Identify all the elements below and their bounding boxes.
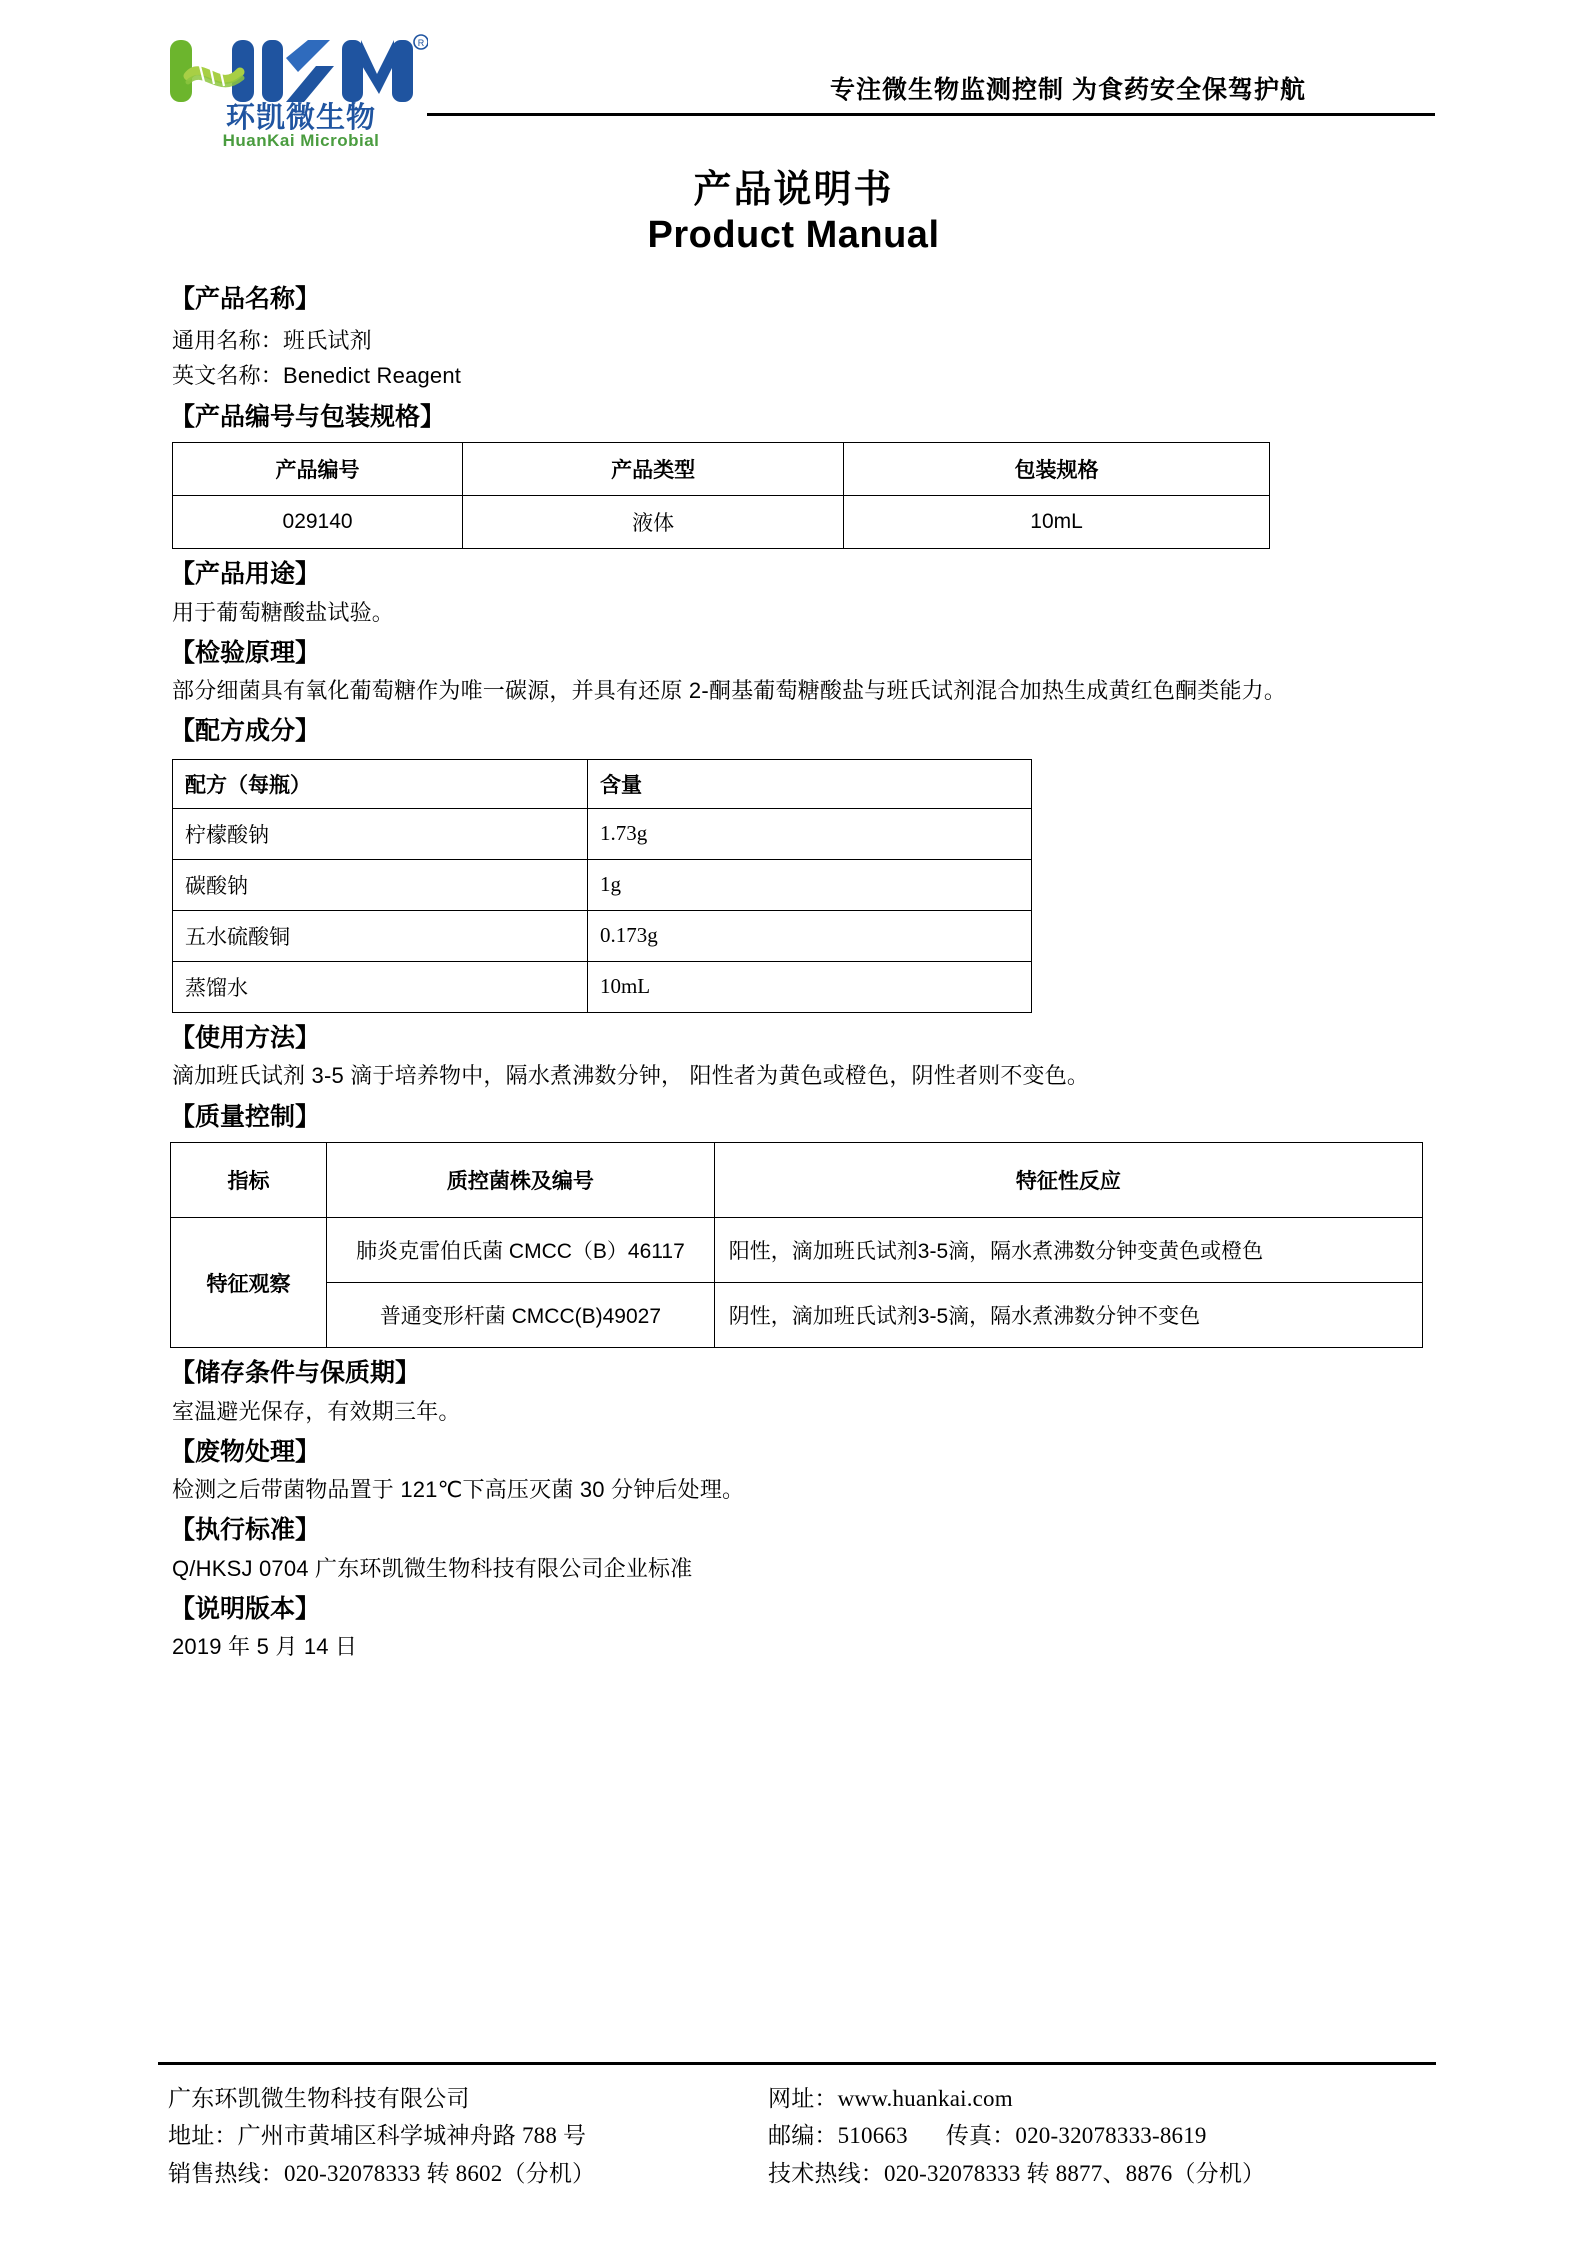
storage-text: 室温避光保存，有效期三年。: [172, 1398, 461, 1424]
col-formula-name: 配方（每瓶）: [173, 759, 588, 808]
section-heading-quality-control: 【质量控制】: [170, 1102, 321, 1131]
english-name-line: [172, 358, 1425, 394]
standard-text: Q/HKSJ 0704 广东环凯微生物科技有限公司企业标准: [172, 1555, 693, 1581]
section-heading-usage: 【产品用途】: [170, 560, 321, 589]
quality-control-table: [170, 1142, 1423, 1348]
table-row: [173, 496, 1270, 549]
header-divider: [427, 113, 1435, 116]
footer-tech-hotline: 技术热线：020-32078333 转 8877、8876（分机）: [768, 2160, 1266, 2186]
table-header-row: [173, 759, 1032, 808]
footer-divider: [158, 2062, 1436, 2065]
col-product-type: 产品类型: [463, 443, 844, 496]
document-body: [170, 282, 1425, 1670]
cell-strain: 普通变形杆菌 CMCC(B)49027: [327, 1283, 715, 1348]
method-text: 滴加班氏试剂 3-5 滴于培养物中，隔水煮沸数分钟， 阳性者为黄色或橙色，阴性者则不变色。: [172, 1063, 1090, 1089]
table-row: [171, 1218, 1423, 1283]
footer-sales-hotline: 销售热线：020-32078333 转 8602（分机）: [168, 2160, 596, 2186]
company-logo: [158, 28, 428, 150]
header-tagline: 专注微生物监测控制 为食药安全保驾护航: [830, 76, 1306, 104]
page-title-en: Product Manual: [647, 214, 940, 256]
product-code-table: [172, 442, 1270, 549]
section-heading-method: 【使用方法】: [170, 1023, 321, 1052]
usage-text: 用于葡萄糖酸盐试验。: [172, 599, 395, 625]
table-row: [173, 910, 1032, 961]
cell-amount: 0.173g: [587, 910, 1031, 961]
footer-postcode: 邮编：510663: [768, 2123, 908, 2149]
logo-company-en: HuanKai Microbial: [222, 131, 380, 150]
col-reaction: 特征性反应: [714, 1143, 1422, 1218]
section-heading-storage: 【储存条件与保质期】: [170, 1359, 421, 1388]
footer-postcode-fax: [768, 2117, 1448, 2154]
footer-address: 地址：广州市黄埔区科学城神舟路 788 号: [168, 2123, 587, 2149]
principle-text: 部分细菌具有氧化葡萄糖作为唯一碳源，并具有还原 2-酮基葡萄糖酸盐与班氏试剂混合加热生成黄红色酮类能力。: [172, 678, 1287, 704]
col-product-code: 产品编号: [173, 443, 463, 496]
cell-strain: 肺炎克雷伯氏菌 CMCC（B）46117: [327, 1218, 715, 1283]
cell-reaction: 阳性，滴加班氏试剂3-5滴，隔水煮沸数分钟变黄色或橙色: [714, 1218, 1422, 1283]
section-heading-product-name: 【产品名称】: [170, 285, 321, 313]
generic-name-label: 通用名称：: [172, 327, 284, 353]
table-row: [173, 808, 1032, 859]
table-header-row: [173, 443, 1270, 496]
footer-fax: 传真：020-32078333-8619: [945, 2123, 1207, 2149]
cell-ingredient: 柠檬酸钠: [173, 808, 588, 859]
cell-ingredient: 碳酸钠: [173, 859, 588, 910]
table-row: [173, 859, 1032, 910]
english-name-value: Benedict Reagent: [283, 363, 462, 389]
cell-reaction: 阴性，滴加班氏试剂3-5滴，隔水煮沸数分钟不变色: [714, 1283, 1422, 1348]
page-header: [0, 0, 1587, 150]
logo-company-cn: 环凯微生物: [225, 102, 376, 134]
formula-table: [172, 759, 1032, 1013]
cell-amount: 1.73g: [587, 808, 1031, 859]
section-heading-waste: 【废物处理】: [170, 1437, 321, 1466]
col-package-spec: 包装规格: [844, 443, 1270, 496]
section-heading-principle: 【检验原理】: [170, 638, 321, 667]
page-footer: [0, 2062, 1587, 2222]
product-name-list: [172, 323, 1425, 394]
table-row: [173, 961, 1032, 1012]
section-heading-version: 【说明版本】: [170, 1594, 321, 1623]
version-text: 2019 年 5 月 14 日: [172, 1634, 358, 1660]
svg-text:R: R: [417, 38, 425, 48]
cell-product-code: 029140: [173, 496, 463, 549]
footer-company: 广东环凯微生物科技有限公司: [168, 2086, 470, 2111]
col-formula-amount: 含量: [587, 759, 1031, 808]
cell-product-type: 液体: [463, 496, 844, 549]
footer-left-column: [168, 2080, 768, 2192]
english-name-label: 英文名称：: [172, 363, 284, 389]
page-title-cn: 产品说明书: [693, 169, 894, 211]
section-heading-standard: 【执行标准】: [170, 1516, 321, 1545]
table-row: [171, 1283, 1423, 1348]
cell-amount: 10mL: [587, 961, 1031, 1012]
table-header-row: [171, 1143, 1423, 1218]
cell-ingredient: 蒸馏水: [173, 961, 588, 1012]
cell-indicator: 特征观察: [171, 1218, 327, 1348]
footer-right-column: [768, 2080, 1448, 2192]
col-indicator: 指标: [171, 1143, 327, 1218]
generic-name-line: [172, 323, 1425, 359]
section-heading-formula: 【配方成分】: [170, 717, 321, 746]
section-heading-product-code: 【产品编号与包装规格】: [170, 402, 446, 431]
col-strain: 质控菌株及编号: [327, 1143, 715, 1218]
cell-amount: 1g: [587, 859, 1031, 910]
cell-ingredient: 五水硫酸铜: [173, 910, 588, 961]
waste-text: 检测之后带菌物品置于 121℃下高压灭菌 30 分钟后处理。: [172, 1477, 745, 1503]
generic-name-value: 班氏试剂: [283, 327, 372, 353]
footer-website: 网址：www.huankai.com: [768, 2086, 1013, 2111]
cell-package-spec: 10mL: [844, 496, 1270, 549]
